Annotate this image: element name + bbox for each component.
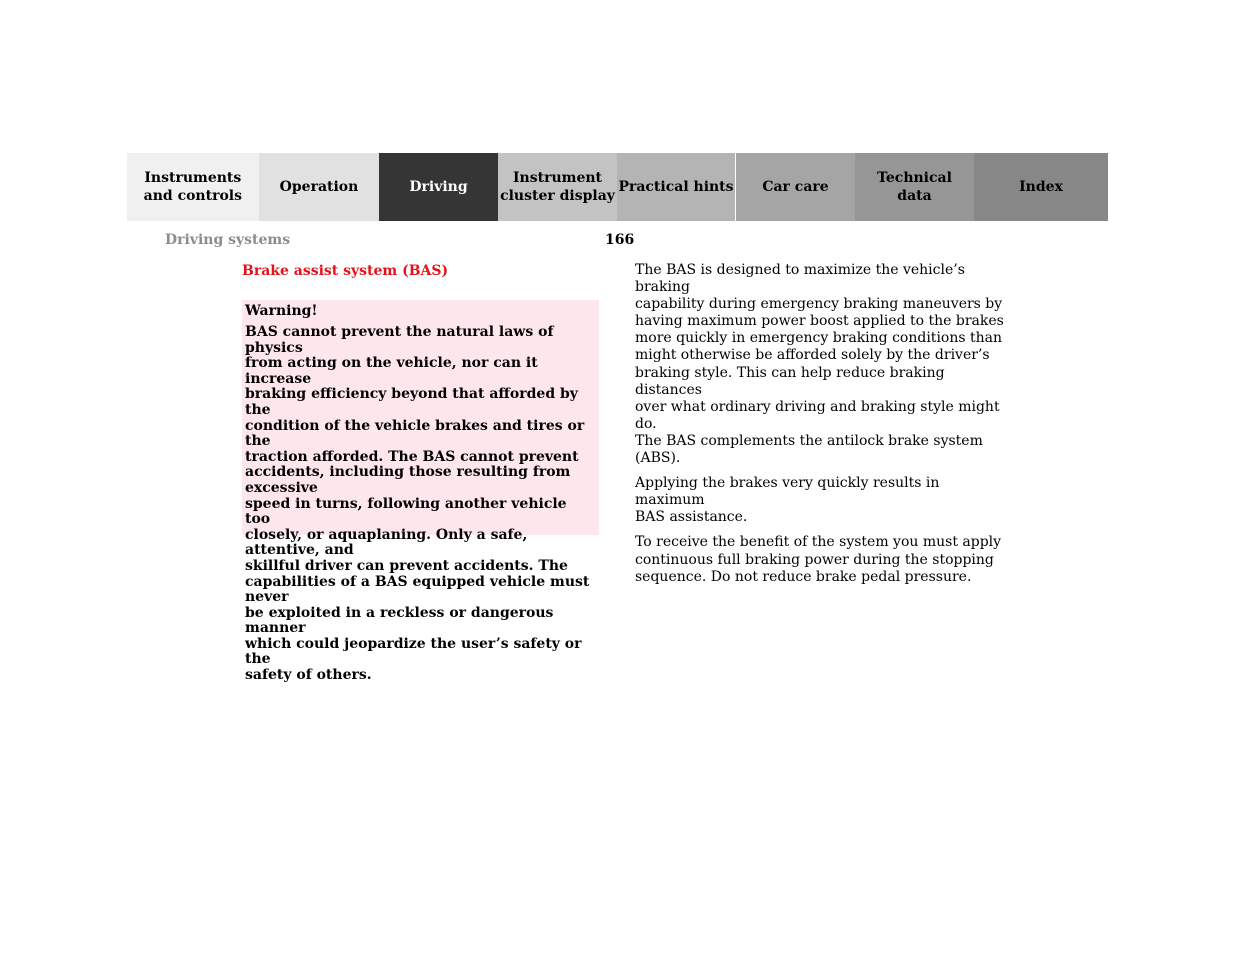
tab-car-care[interactable]: Car care <box>736 153 855 221</box>
body-paragraph: The BAS is designed to maximize the vehicle’s braking capability during emergency braking maneuvers by having maximum power boost applied to the brakes more quickly in emergency braking conditions than might otherwise be afforded solely by the driver’s braking style. This can help reduce braking distances over what ordinary driving and braking style might do. The BAS complements the antilock brake system (ABS). <box>635 262 1004 467</box>
tab-technical-data[interactable]: Technical data <box>855 153 974 221</box>
tab-instrument-cluster-display[interactable]: Instrument cluster display <box>498 153 617 221</box>
tab-driving[interactable]: Driving <box>379 153 498 221</box>
chapter-tab-bar <box>127 153 1108 221</box>
tab-practical-hints[interactable]: Practical hints <box>617 153 736 221</box>
warning-box <box>242 300 599 684</box>
body-text-column <box>635 262 1005 594</box>
tab-instruments-and-controls[interactable]: Instruments and controls <box>127 153 259 221</box>
warning-text: BAS cannot prevent the natural laws of physics from acting on the vehicle, nor can it increase braking efficiency beyond that afforded by the condition of the vehicle brakes and tires or the traction afforded. The BAS cannot prevent accidents, including those resulting from excessive speed in turns, following another vehicle too closely, or aquaplaning. Only a safe, attentive, and skillful driver can prevent accidents. The capabilities of a BAS equipped vehicle must never be exploited in a reckless or dangerous manner which could jeopardize the user’s safety or the safety of others. <box>245 324 590 684</box>
tab-operation[interactable]: Operation <box>259 153 379 221</box>
page-number: 166 <box>605 232 635 248</box>
body-paragraph: To receive the benefit of the system you must apply continuous full braking power during the stopping sequence. Do not reduce brake pedal pressure. <box>635 534 1002 585</box>
section-title: Driving systems <box>165 232 291 248</box>
topic-heading: Brake assist system (BAS) <box>242 263 449 279</box>
warning-title: Warning! <box>245 303 318 319</box>
body-paragraph: Applying the brakes very quickly results in maximum BAS assistance. <box>635 475 940 526</box>
tab-index[interactable]: Index <box>974 153 1108 221</box>
